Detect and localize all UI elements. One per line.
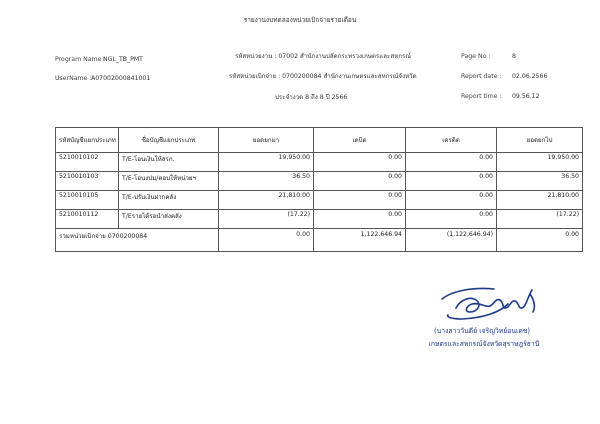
account-code-cell: 5210010105: [56, 191, 119, 210]
credit-cell: 0.00: [406, 153, 497, 172]
total-row: [56, 229, 583, 252]
report-time-label: Report time :: [461, 93, 502, 100]
report-date-value: 02.06.2566: [512, 73, 548, 80]
carried-forward-cell: (17.22): [497, 210, 583, 229]
total-credit-cell: (1,122,646.94): [406, 229, 497, 252]
carried-forward-cell: 21,810.00: [497, 191, 583, 210]
col-header-credit: เครดิต: [406, 128, 497, 153]
account-name-cell: T/E-โอนงปม/ตอบให้หน่วยฯ: [119, 172, 219, 191]
report-date-label: Report date :: [461, 73, 502, 80]
disbursement-unit-line: รหัสหน่วยเบิกจ่าย : 0700200084 สำนักงานเกษตรและสหกรณ์จังหวัด: [229, 73, 417, 80]
col-header-carried-forward: ยอดยกไป: [497, 128, 583, 153]
program-name-label: Program Name :: [55, 56, 106, 63]
brought-forward-cell: 19,950.00: [219, 153, 314, 172]
account-name-cell: T/Eรายได้รอนำส่งคลัง: [119, 210, 219, 229]
report-title: รายงานงบทดลองหน่วยเบิกจ่ายรายเดือน: [243, 16, 357, 24]
debit-cell: 0.00: [314, 210, 406, 229]
program-name-value: NGL_TB_PMT: [103, 56, 143, 63]
debit-cell: 0.00: [314, 153, 406, 172]
report-time-value: 09.56.12: [512, 93, 540, 100]
username-label: UserName :: [55, 75, 92, 82]
total-label-cell: รวมหน่วยเบิกจ่าย 0700200084: [56, 229, 219, 252]
signer-name: (นางสาววันดีย์ เจริญวิทย์อนเดช): [434, 327, 530, 335]
credit-cell: 0.00: [406, 210, 497, 229]
brought-forward-cell: (17.22): [219, 210, 314, 229]
credit-cell: 0.00: [406, 191, 497, 210]
agency-line: รหัสหน่วยงาน : 07002 สำนักงานปลัดกระทรวงเกษตรและสหกรณ์: [235, 53, 412, 60]
signer-position: เกษตรและสหกรณ์จังหวัดสุราษฎร์ธานี: [428, 340, 540, 348]
account-code-cell: 5210010112: [56, 210, 119, 229]
trial-balance-table: [55, 127, 583, 252]
account-code-cell: 5210010103: [56, 172, 119, 191]
brought-forward-cell: 21,810.00: [219, 191, 314, 210]
debit-cell: 0.00: [314, 172, 406, 191]
col-header-debit: เดบิต: [314, 128, 406, 153]
credit-cell: 0.00: [406, 172, 497, 191]
debit-cell: 0.00: [314, 191, 406, 210]
handwritten-signature: [438, 282, 548, 324]
carried-forward-cell: 36.50: [497, 172, 583, 191]
col-header-account-name: ชื่อบัญชีแยกประเภท: [119, 128, 219, 153]
table-row: [56, 153, 583, 172]
table-row: [56, 210, 583, 229]
table-header-row: [56, 128, 583, 153]
page-no-value: 8: [512, 53, 516, 60]
table-row: [56, 191, 583, 210]
period-line: ประจำงวด 8 ถึง 8 ปี 2566: [275, 94, 348, 101]
total-debit-cell: 1,122,646.94: [314, 229, 406, 252]
brought-forward-cell: 36.50: [219, 172, 314, 191]
account-code-cell: 5210010102: [56, 153, 119, 172]
username-value: A07002000841001: [91, 75, 151, 82]
carried-forward-cell: 19,950.00: [497, 153, 583, 172]
col-header-brought-forward: ยอดยกมา: [219, 128, 314, 153]
col-header-account-code: รหัสบัญชีแยกประเภท: [56, 128, 119, 153]
account-name-cell: T/E-โอนเงินให้สรก.: [119, 153, 219, 172]
account-name-cell: T/E-ปรับเงินฝากคลัง: [119, 191, 219, 210]
total-carried-forward-cell: 0.00: [497, 229, 583, 252]
page-no-label: Page No :: [461, 53, 491, 60]
table-row: [56, 172, 583, 191]
total-brought-forward-cell: 0.00: [219, 229, 314, 252]
